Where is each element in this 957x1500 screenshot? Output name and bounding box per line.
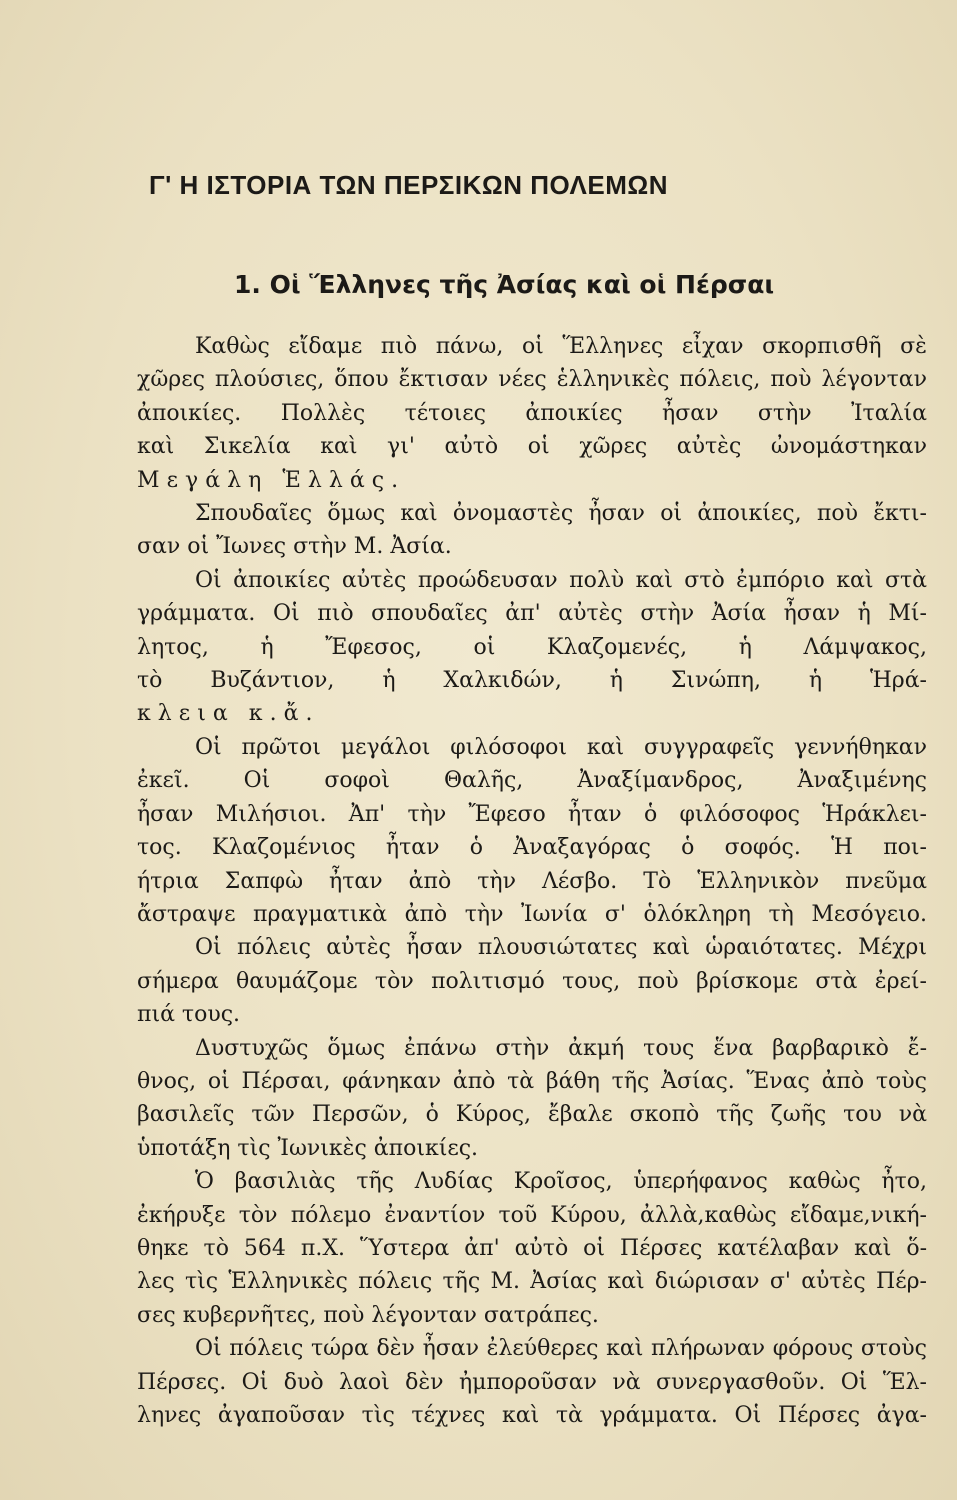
text-line: σήμερα θαυμάζομε τὸν πολιτισμό τους, ποὺ βρίσκομε στὰ ἐρεί- bbox=[137, 968, 927, 994]
text-line: καὶ Σικελία καὶ γι' αὐτὸ οἱ χῶρες αὐτὲς ὠνομάστηκαν bbox=[137, 434, 927, 460]
text-line: ἄστραψε πραγματικὰ ἀπὸ τὴν Ἰωνία σ' ὁλόκληρη τὴ Μεσόγειο. bbox=[137, 901, 927, 927]
text-line: ἀποικίες. Πολλὲς τέτοιες ἀποικίες ἦσαν στὴν Ἰταλία bbox=[137, 400, 927, 426]
text-line: ήτρια Σαπφὼ ἦταν ἀπὸ τὴν Λέσβο. Τὸ Ἑλληνικὸν πνεῦμα bbox=[137, 868, 927, 894]
text-line: Ὁ βασιλιὰς τῆς Λυδίας Κροῖσος, ὑπερήφανος καθὼς ἦτο, bbox=[195, 1169, 927, 1195]
book-page bbox=[137, 170, 927, 1428]
text-line: Καθὼς εἴδαμε πιὸ πάνω, οἱ Ἕλληνες εἶχαν σκορπισθῆ σὲ bbox=[195, 334, 927, 359]
text-line: Οἱ πόλεις αὐτὲς ἦσαν πλουσιώτατες καὶ ὡραιότατες. Μέχρι bbox=[195, 935, 927, 961]
text-line: ἐκήρυξε τὸν πόλεμο ἐναντίον τοῦ Κύρου, ἀλλὰ,καθὼς εἴδαμε,νική- bbox=[137, 1202, 927, 1228]
text-line: θηκε τὸ 564 π.Χ. Ὕστερα ἀπ' αὐτὸ οἱ Πέρσες κατέλαβαν καὶ ὅ- bbox=[137, 1235, 927, 1261]
text-line: λητος, ἡ Ἔφεσος, οἱ Κλαζομενές, ἡ Λάμψακος, bbox=[137, 634, 927, 660]
body-text bbox=[137, 330, 927, 1432]
text-line: θνος, οἱ Πέρσαι, φάνηκαν ἀπὸ τὰ βάθη τῆς Ἀσίας. Ἕνας ἀπὸ τοὺς bbox=[137, 1068, 927, 1094]
chapter-title: Γ' Η ΙΣΤΟΡΙΑ ΤΩΝ ΠΕΡΣΙΚΩΝ ΠΟΛΕΜΩΝ bbox=[149, 170, 668, 200]
text-line: χῶρες πλούσιες, ὅπου ἔκτισαν νέες ἑλληνικὲς πόλεις, ποὺ λέγονταν bbox=[137, 367, 927, 393]
text-line: γράμματα. Οἱ πιὸ σπουδαῖες ἀπ' αὐτὲς στὴν Ἀσία ἦσαν ἡ Μί- bbox=[137, 601, 927, 627]
text-line: πιά τους. bbox=[137, 1002, 241, 1028]
text-line: τος. Κλαζομένιος ἦταν ὁ Ἀναξαγόρας ὁ σοφός. Ἡ ποι- bbox=[137, 835, 927, 861]
text-line: σες κυβερνῆτες, ποὺ λέγονταν σατράπες. bbox=[137, 1302, 599, 1328]
text-line: ἦσαν Μιλήσιοι. Ἀπ' τὴν Ἔφεσο ἦταν ὁ φιλόσοφος Ἡράκλει- bbox=[137, 801, 927, 827]
section-title: 1. Οἱ Ἕλληνες τῆς Ἀσίας καὶ οἱ Πέρσαι bbox=[234, 270, 775, 299]
text-line: κλεια κ.ἄ. bbox=[137, 701, 320, 727]
text-line: σαν οἱ Ἴωνες στὴν Μ. Ἀσία. bbox=[137, 534, 452, 560]
text-line: Οἱ πρῶτοι μεγάλοι φιλόσοφοι καὶ συγγραφεῖς γεννήθηκαν bbox=[195, 734, 927, 760]
text-line: ληνες ἀγαποῦσαν τὶς τέχνες καὶ τὰ γράμματα. Οἱ Πέρσες ἀγα- bbox=[137, 1403, 927, 1428]
text-line: βασιλεῖς τῶν Περσῶν, ὁ Κύρος, ἔβαλε σκοπὸ τῆς ζωῆς του νὰ bbox=[137, 1102, 927, 1128]
text-line: λες τὶς Ἑλληνικὲς πόλεις τῆς Μ. Ἀσίας καὶ διώρισαν σ' αὐτὲς Πέρ- bbox=[137, 1269, 927, 1295]
text-line: Οἱ ἀποικίες αὐτὲς προώδευσαν πολὺ καὶ στὸ ἐμπόριο καὶ στὰ bbox=[195, 567, 927, 593]
text-line: ἐκεῖ. Οἱ σοφοὶ Θαλῆς, Ἀναξίμανδρος, Ἀναξιμένης bbox=[137, 768, 927, 794]
text-line: ὑποτάξη τὶς Ἰωνικὲς ἀποικίες. bbox=[137, 1135, 479, 1161]
text-line: τὸ Βυζάντιον, ἡ Χαλκιδών, ἡ Σινώπη, ἡ Ἡρά- bbox=[137, 668, 927, 694]
text-line: Δυστυχῶς ὅμως ἐπάνω στὴν ἀκμή τους ἕνα βαρβαρικὸ ἔ- bbox=[195, 1035, 927, 1061]
text-line: Μεγάλη Ἑλλάς. bbox=[137, 467, 406, 493]
text-line: Οἱ πόλεις τώρα δὲν ἦσαν ἐλεύθερες καὶ πλήρωναν φόρους στοὺς bbox=[195, 1336, 927, 1362]
text-line: Πέρσες. Οἱ δυὸ λαοὶ δὲν ἠμποροῦσαν νὰ συνεργασθοῦν. Οἱ Ἕλ- bbox=[137, 1369, 927, 1395]
text-line: Σπουδαῖες ὅμως καὶ ὀνομαστὲς ἦσαν οἱ ἀποικίες, ποὺ ἔκτι- bbox=[195, 501, 927, 527]
